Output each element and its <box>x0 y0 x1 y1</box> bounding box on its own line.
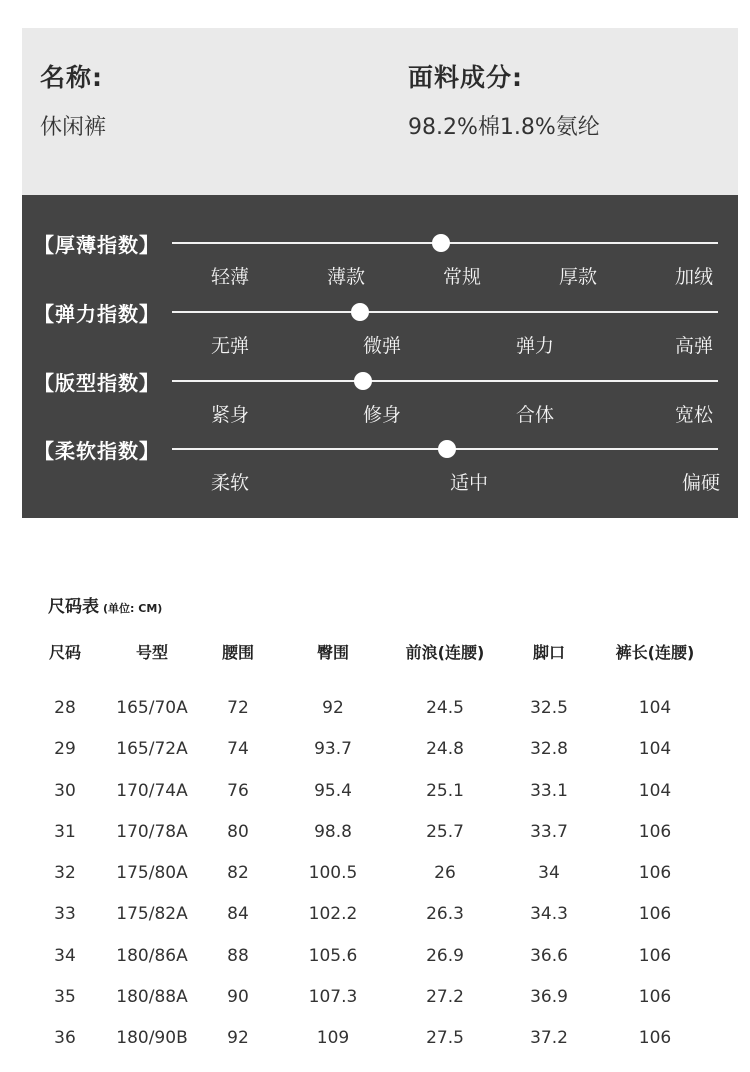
table-header-cell: 脚口 <box>532 643 566 662</box>
table-cell: 34.3 <box>530 904 568 925</box>
table-cell: 24.5 <box>426 698 464 718</box>
table-cell: 106 <box>638 987 672 1008</box>
index-option: 薄款 <box>326 266 366 288</box>
table-header-cell: 腰围 <box>221 643 255 662</box>
table-cell: 26 <box>434 863 456 884</box>
table-cell: 107.3 <box>308 987 358 1008</box>
index-option: 加绒 <box>674 266 714 288</box>
index-track <box>172 242 718 244</box>
index-row <box>22 435 738 503</box>
index-option: 偏硬 <box>681 472 721 494</box>
index-option: 修身 <box>362 404 402 426</box>
table-cell: 82 <box>227 863 249 884</box>
table-cell: 170/74A <box>116 780 188 801</box>
index-row <box>22 298 738 366</box>
index-track <box>172 311 718 313</box>
table-cell: 106 <box>638 1028 672 1049</box>
index-knob <box>432 234 450 252</box>
index-row <box>22 229 738 297</box>
table-cell: 36.6 <box>530 945 568 966</box>
table-header-cell: 号型 <box>135 643 169 662</box>
table-cell: 28 <box>54 698 76 718</box>
attribute-index-panel <box>22 195 738 518</box>
table-row <box>0 1028 750 1069</box>
product-info-panel <box>22 28 738 195</box>
index-option: 适中 <box>449 472 489 494</box>
table-row <box>0 987 750 1028</box>
table-cell: 35 <box>54 987 76 1008</box>
index-option: 微弹 <box>362 335 402 357</box>
table-cell: 76 <box>227 780 249 801</box>
table-cell: 90 <box>227 987 249 1008</box>
index-row <box>22 367 738 435</box>
table-cell: 106 <box>638 821 672 842</box>
table-cell: 26.3 <box>426 904 464 925</box>
index-option: 厚款 <box>558 266 598 288</box>
size-chart-title-text: 尺码表 <box>48 597 99 617</box>
table-cell: 36.9 <box>530 987 568 1008</box>
index-title: 【弹力指数】 <box>34 302 160 326</box>
table-cell: 98.8 <box>314 821 352 842</box>
table-row <box>0 863 750 904</box>
table-cell: 106 <box>638 904 672 925</box>
table-cell: 106 <box>638 945 672 966</box>
index-knob <box>438 440 456 458</box>
table-cell: 92 <box>322 698 344 718</box>
table-cell: 104 <box>638 698 672 718</box>
product-name-block <box>40 58 106 141</box>
table-cell: 88 <box>227 945 249 966</box>
table-cell: 31 <box>54 821 76 842</box>
table-cell: 32.5 <box>530 698 568 718</box>
index-option: 紧身 <box>210 404 250 426</box>
table-cell: 34 <box>538 863 560 884</box>
table-cell: 106 <box>638 863 672 884</box>
index-option: 弹力 <box>515 335 555 357</box>
index-option: 轻薄 <box>210 266 250 288</box>
table-header-cell: 臀围 <box>316 643 350 662</box>
size-chart-title <box>48 592 162 617</box>
index-knob <box>354 372 372 390</box>
table-header-row <box>0 640 750 698</box>
index-knob <box>351 303 369 321</box>
table-cell: 27.5 <box>426 1028 464 1049</box>
table-row <box>0 904 750 945</box>
table-cell: 170/78A <box>116 821 188 842</box>
fabric-block <box>408 58 600 141</box>
table-cell: 180/86A <box>116 945 188 966</box>
index-option: 宽松 <box>674 404 714 426</box>
table-cell: 26.9 <box>426 945 464 966</box>
fabric-value: 98.2%棉1.8%氨纶 <box>408 115 600 140</box>
table-row <box>0 946 750 987</box>
table-cell: 84 <box>227 904 249 925</box>
table-cell: 104 <box>638 780 672 801</box>
table-cell: 175/82A <box>116 904 188 925</box>
table-row <box>0 781 750 822</box>
index-title: 【版型指数】 <box>34 371 160 395</box>
index-option: 无弹 <box>210 335 250 357</box>
table-row <box>0 698 750 739</box>
size-chart-unit: (单位: CM) <box>103 602 163 615</box>
table-cell: 27.2 <box>426 987 464 1008</box>
table-cell: 104 <box>638 739 672 760</box>
index-option: 高弹 <box>674 335 714 357</box>
index-track <box>172 448 718 450</box>
fabric-label: 面料成分: <box>408 63 523 92</box>
table-cell: 33 <box>54 904 76 925</box>
table-row <box>0 822 750 863</box>
table-cell: 33.7 <box>530 821 568 842</box>
table-cell: 32 <box>54 863 76 884</box>
table-cell: 25.7 <box>426 821 464 842</box>
table-cell: 180/88A <box>116 987 188 1008</box>
table-cell: 36 <box>54 1028 76 1049</box>
index-track <box>172 380 718 382</box>
table-row <box>0 739 750 780</box>
table-cell: 74 <box>227 739 249 760</box>
table-cell: 25.1 <box>426 780 464 801</box>
table-cell: 175/80A <box>116 863 188 884</box>
table-cell: 165/70A <box>116 698 188 718</box>
table-cell: 100.5 <box>308 863 358 884</box>
table-cell: 72 <box>227 698 249 718</box>
index-option: 柔软 <box>210 472 250 494</box>
table-cell: 109 <box>316 1028 350 1049</box>
table-cell: 102.2 <box>308 904 358 925</box>
index-title: 【厚薄指数】 <box>34 233 160 257</box>
table-cell: 93.7 <box>314 739 352 760</box>
table-cell: 32.8 <box>530 739 568 760</box>
table-cell: 180/90B <box>116 1028 188 1049</box>
table-header-cell: 尺码 <box>48 643 82 662</box>
table-header-cell: 前浪(连腰) <box>405 643 485 662</box>
table-cell: 34 <box>54 945 76 966</box>
table-cell: 95.4 <box>314 780 352 801</box>
table-header-cell: 裤长(连腰) <box>615 643 695 662</box>
table-cell: 92 <box>227 1028 249 1049</box>
index-title: 【柔软指数】 <box>34 439 160 463</box>
size-chart-table <box>0 640 750 1070</box>
index-option: 合体 <box>515 404 555 426</box>
product-name-value: 休闲裤 <box>40 115 107 140</box>
product-name-label: 名称: <box>40 63 103 92</box>
table-cell: 37.2 <box>530 1028 568 1049</box>
table-cell: 105.6 <box>308 945 358 966</box>
table-cell: 29 <box>54 739 76 760</box>
table-cell: 165/72A <box>116 739 188 760</box>
table-cell: 33.1 <box>530 780 568 801</box>
table-cell: 80 <box>227 821 249 842</box>
table-cell: 30 <box>54 780 76 801</box>
table-cell: 24.8 <box>426 739 464 760</box>
index-option: 常规 <box>442 266 482 288</box>
